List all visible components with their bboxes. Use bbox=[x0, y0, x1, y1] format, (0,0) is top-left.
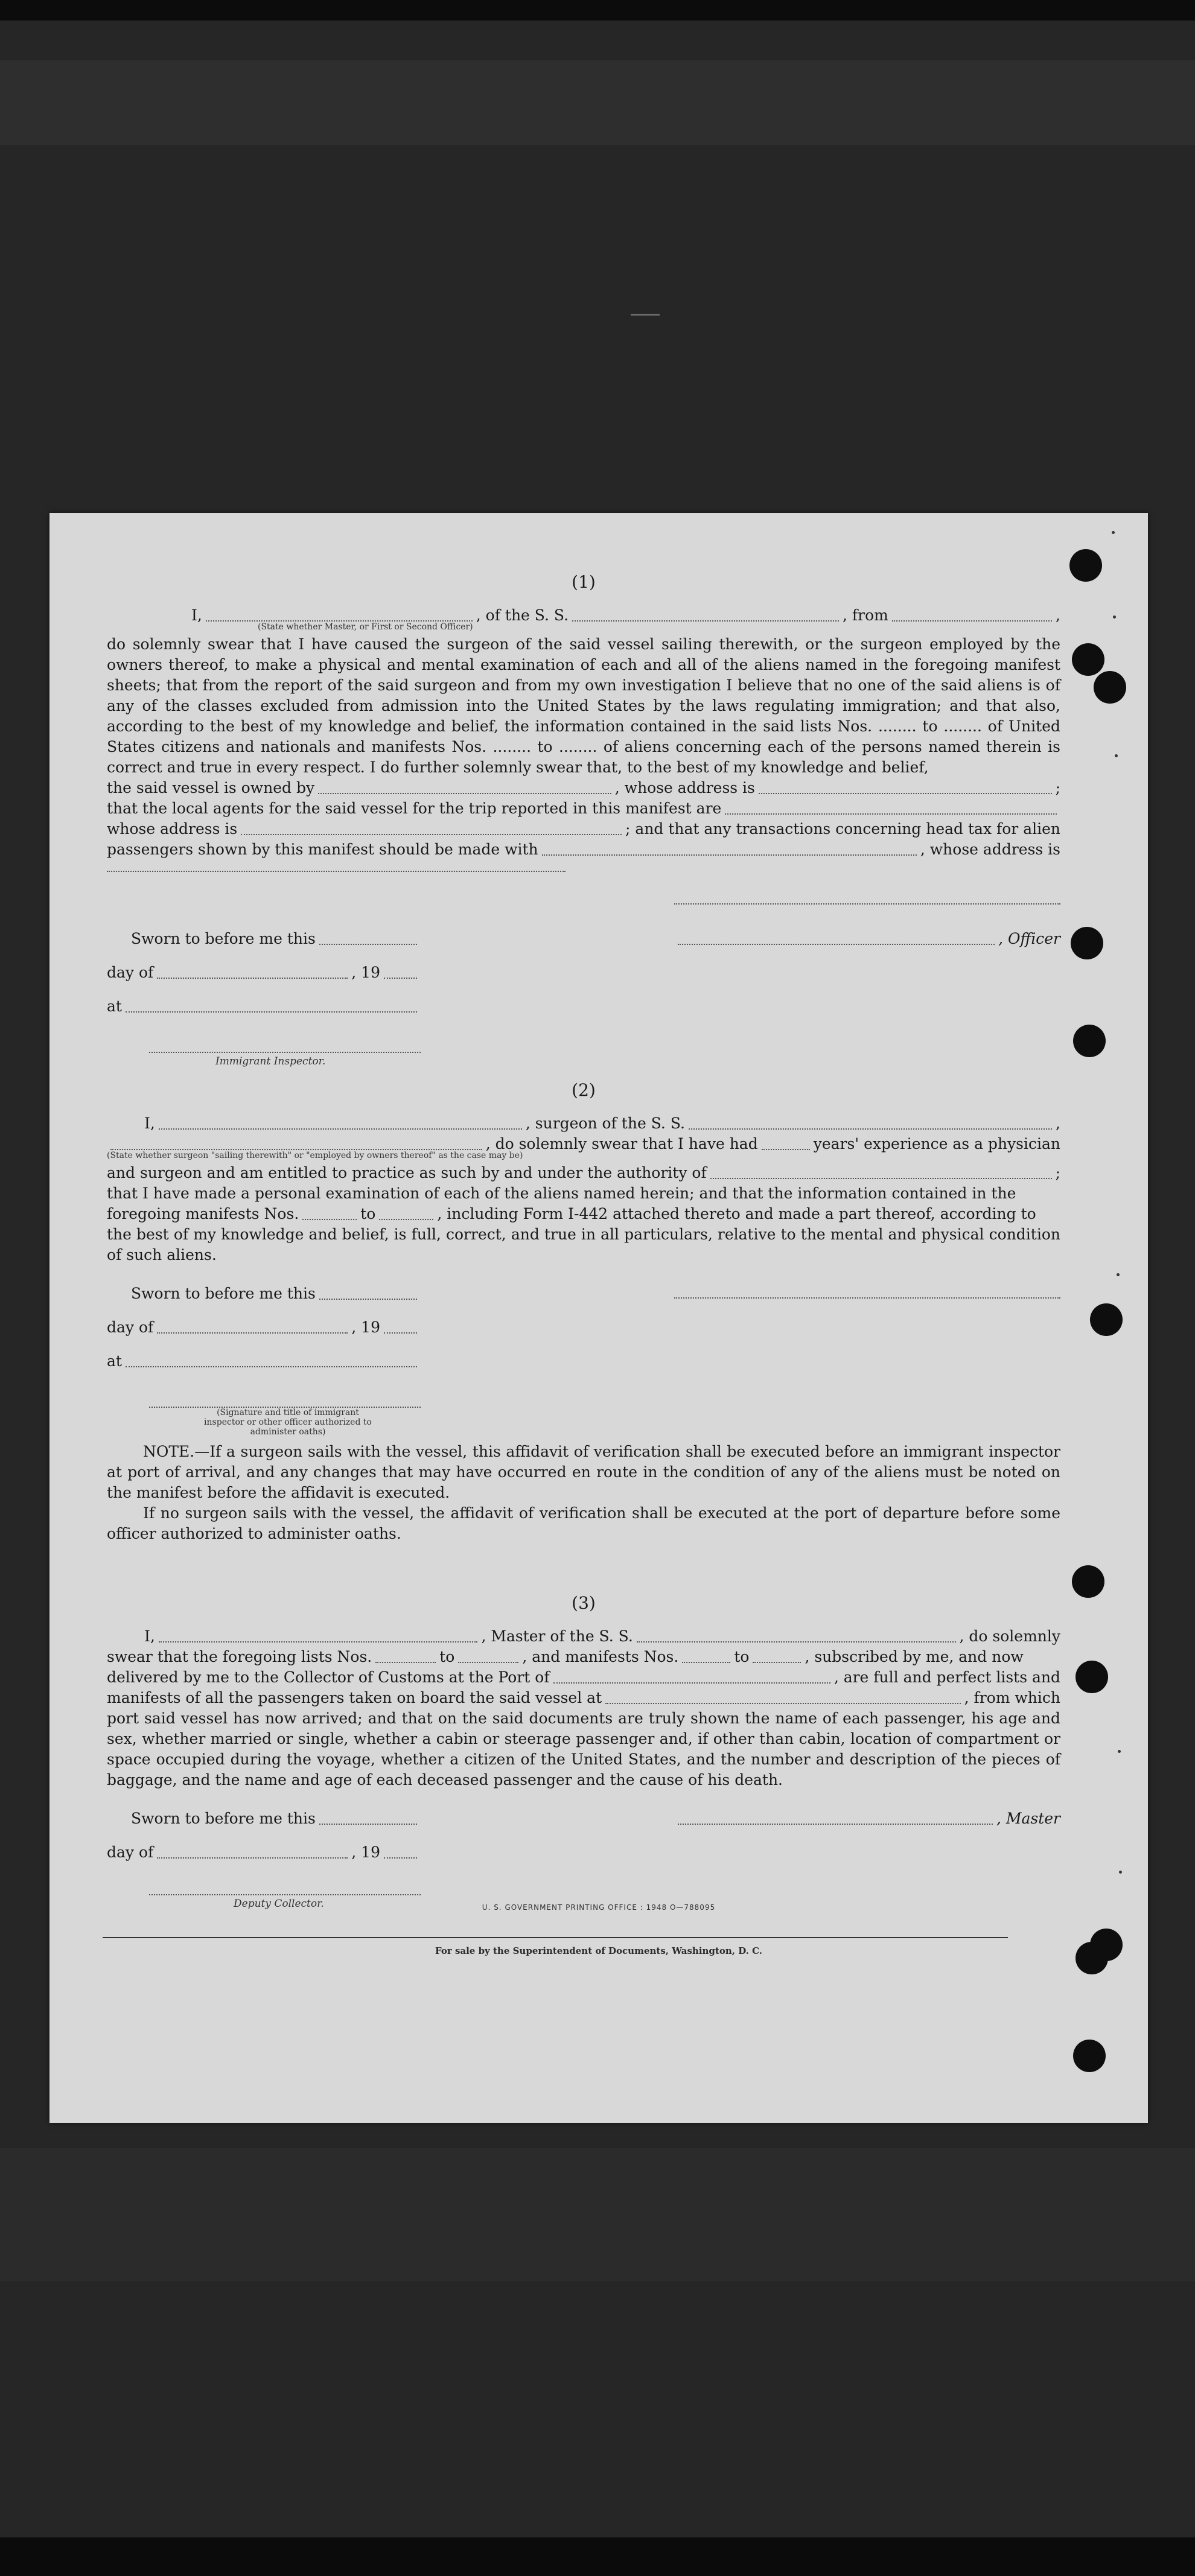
manifest-from-blank[interactable] bbox=[302, 1208, 357, 1220]
authority-line: and surgeon and am entitled to practice as such by and under the authority of ; bbox=[107, 1163, 1060, 1183]
label-taken-on-board: manifests of all the passengers taken on board the said vessel at bbox=[107, 1689, 602, 1706]
port-blank[interactable] bbox=[553, 1671, 830, 1684]
lists-to-blank[interactable] bbox=[458, 1651, 518, 1663]
punch-hole bbox=[1072, 643, 1104, 676]
years-blank[interactable] bbox=[762, 1138, 810, 1150]
speck bbox=[1118, 1750, 1121, 1753]
deputy-title: Deputy Collector. bbox=[234, 1898, 324, 1910]
surgeon-vessel-blank[interactable] bbox=[689, 1118, 1052, 1130]
vessel-blank[interactable] bbox=[572, 609, 839, 622]
inspector-title: Immigrant Inspector. bbox=[215, 1055, 326, 1067]
note-surgeon-sails: NOTE.—If a surgeon sails with the vessel, this affidavit of verification shall be executed before an immigrant inspector at port of arrival, and any changes that may have occurred en route in the condition of any of the aliens must be noted on the manifest before the affidavit is executed. bbox=[107, 1443, 1060, 1501]
agents-address-line bbox=[107, 819, 1060, 839]
label-day-of: day of bbox=[107, 964, 154, 981]
manifests-line bbox=[107, 1204, 1060, 1224]
surgeon-line: I, , surgeon of the S. S. , bbox=[107, 1113, 1060, 1134]
name-blank[interactable] bbox=[206, 609, 473, 622]
label-i: I, bbox=[191, 606, 202, 624]
owner-address-blank[interactable] bbox=[759, 782, 1052, 794]
passengers-line bbox=[107, 839, 1060, 860]
signature-line[interactable] bbox=[674, 890, 1060, 905]
punch-hole bbox=[1090, 1303, 1123, 1336]
master-line: I, , of the S. S. , from , bbox=[107, 605, 1060, 626]
sworn-day-blank[interactable] bbox=[319, 933, 417, 945]
place-blank[interactable] bbox=[126, 1000, 417, 1013]
lists-line bbox=[107, 1647, 1060, 1667]
collector-signature-line[interactable] bbox=[149, 1881, 421, 1895]
label-authority: and surgeon and am entitled to practice as such by and under the authority of bbox=[107, 1164, 707, 1181]
punch-hole bbox=[1076, 1661, 1108, 1693]
transactions-blank[interactable] bbox=[542, 844, 917, 856]
label-address: whose address is bbox=[107, 820, 238, 838]
sworn-day-blank[interactable] bbox=[319, 1813, 417, 1825]
section-number: (2) bbox=[572, 1080, 596, 1100]
agents-line bbox=[107, 798, 1060, 819]
label-sworn: Sworn to before me this bbox=[131, 1285, 316, 1302]
film-band bbox=[0, 60, 1195, 145]
place-blank[interactable] bbox=[126, 1355, 417, 1367]
owner-blank[interactable] bbox=[318, 782, 611, 794]
vessel-blank[interactable] bbox=[637, 1630, 956, 1643]
transactions-address-blank[interactable] bbox=[107, 860, 566, 872]
manifest-to-blank[interactable] bbox=[753, 1651, 801, 1663]
sworn-block bbox=[107, 890, 1060, 1067]
label-delivered: delivered by me to the Collector of Customs at the Port of bbox=[107, 1668, 550, 1686]
label-swear: , do solemnly swear that I have had bbox=[485, 1135, 758, 1153]
label-at: at bbox=[107, 1352, 122, 1370]
for-sale-notice: For sale by the Superintendent of Documents, Washington, D. C. bbox=[435, 1945, 763, 1956]
signature-note: (Signature and title of immigrant inspector or other officer authorized to administer oaths) bbox=[204, 1408, 372, 1437]
label-subscribed: , subscribed by me, and now bbox=[805, 1648, 1024, 1665]
surgeon-name-blank[interactable] bbox=[159, 1118, 522, 1130]
footer-rule bbox=[103, 1937, 1008, 1938]
surgeon-status-note: (State whether surgeon "sailing therewith" or "employed by owners thereof" as the case may be) bbox=[107, 1151, 523, 1160]
month-blank[interactable] bbox=[157, 1846, 348, 1859]
punch-hole bbox=[1094, 671, 1126, 704]
master-signature-blank[interactable] bbox=[678, 1813, 993, 1825]
examination-text: that I have made a personal examination of each of the aliens named herein; and that the information contained in the bbox=[107, 1185, 1016, 1202]
affidavit-delivery-section bbox=[107, 1593, 1060, 1910]
label-to: to bbox=[360, 1205, 376, 1223]
label-day-of: day of bbox=[107, 1318, 154, 1336]
label-sworn: Sworn to before me this bbox=[131, 930, 316, 947]
boarding-port-blank[interactable] bbox=[605, 1692, 960, 1704]
speck bbox=[1112, 531, 1115, 534]
sworn-block bbox=[107, 1283, 1060, 1437]
label-lists: swear that the foregoing lists Nos. bbox=[107, 1648, 372, 1665]
documents-text: port said vessel has now arrived; and that on the said documents are truly shown the name of each passenger, his age and sex, whether married or single, whether a cabin or steerage passenger and, if other than cabin, location of compartment or space occupied during the voyage, whether a citizen of the United States, and the number and description of the pieces of baggage, and the name and age of each deceased passenger and the cause of his death. bbox=[107, 1709, 1060, 1789]
label-address: , whose address is bbox=[920, 841, 1060, 858]
lists-from-blank[interactable] bbox=[375, 1651, 436, 1663]
label-year: , 19 bbox=[351, 1318, 380, 1336]
label-year: , 19 bbox=[351, 964, 380, 981]
section-number: (1) bbox=[572, 572, 596, 592]
speck bbox=[1117, 1273, 1120, 1276]
year-blank[interactable] bbox=[384, 1846, 417, 1859]
label-passengers: passengers shown by this manifest should be made with bbox=[107, 841, 538, 858]
label-at: at bbox=[107, 997, 122, 1015]
boarding-line bbox=[107, 1688, 1060, 1708]
bottom-film-edge bbox=[0, 2537, 1195, 2576]
label-agents: that the local agents for the said vessel for the trip reported in this manifest are bbox=[107, 800, 722, 817]
film-mark bbox=[631, 314, 660, 316]
label-year: , 19 bbox=[351, 1843, 380, 1861]
speck bbox=[1113, 615, 1116, 619]
year-blank[interactable] bbox=[384, 1321, 417, 1334]
section-number: (3) bbox=[572, 1593, 596, 1613]
punch-hole bbox=[1073, 1025, 1106, 1057]
punch-hole bbox=[1073, 2040, 1106, 2072]
inspector-signature-line[interactable] bbox=[149, 1393, 421, 1408]
speck bbox=[1115, 754, 1118, 757]
label-of-ss: , of the S. S. bbox=[476, 606, 569, 624]
rank-note: (State whether Master, or First or Second Officer) bbox=[258, 622, 473, 632]
month-blank[interactable] bbox=[157, 967, 348, 979]
printing-office-imprint: U. S. GOVERNMENT PRINTING OFFICE : 1948 O—788095 bbox=[482, 1903, 716, 1912]
officer-title: , Officer bbox=[998, 930, 1060, 947]
label-address: , whose address is bbox=[614, 779, 755, 797]
sworn-day-blank[interactable] bbox=[319, 1288, 417, 1300]
label-experience: years' experience as a physician bbox=[813, 1135, 1060, 1153]
port-line bbox=[107, 1667, 1060, 1688]
month-blank[interactable] bbox=[157, 1321, 348, 1334]
inspector-signature-line[interactable] bbox=[149, 1038, 421, 1053]
label-master-of: , Master of the S. S. bbox=[481, 1627, 633, 1645]
label-manifests: , and manifests Nos. bbox=[522, 1648, 679, 1665]
label-to: to bbox=[439, 1648, 455, 1665]
surgeon-signature-line[interactable] bbox=[674, 1284, 1060, 1299]
label-head-tax: ; and that any transactions concerning head tax for alien bbox=[625, 820, 1060, 838]
from-blank[interactable] bbox=[892, 609, 1052, 622]
note-no-surgeon: If no surgeon sails with the vessel, the affidavit of verification shall be executed at the port of departure before some officer authorized to administer oaths. bbox=[107, 1504, 1060, 1542]
master-title: , Master bbox=[996, 1810, 1060, 1827]
year-blank[interactable] bbox=[384, 967, 417, 979]
correctness-text: the best of my knowledge and belief, is full, correct, and true in all particulars, relative to the mental and physical condition of such aliens. bbox=[107, 1226, 1060, 1264]
manifest-to-blank[interactable] bbox=[379, 1208, 433, 1220]
label-day-of: day of bbox=[107, 1843, 154, 1861]
label-i: I, bbox=[144, 1115, 155, 1132]
officer-signature-blank[interactable] bbox=[678, 933, 995, 945]
affidavit-master-section bbox=[107, 572, 1060, 1067]
punch-hole bbox=[1071, 927, 1103, 959]
master-line bbox=[107, 1626, 1060, 1647]
label-to: to bbox=[734, 1648, 750, 1665]
label-solemnly: , do solemnly bbox=[959, 1627, 1060, 1645]
punch-hole bbox=[1072, 1565, 1104, 1598]
manifest-affidavit-sheet bbox=[49, 513, 1148, 2123]
owner-line: the said vessel is owned by , whose address is ; bbox=[107, 778, 1060, 798]
affidavit-surgeon-section bbox=[107, 1080, 1060, 1544]
label-surgeon-of: , surgeon of the S. S. bbox=[525, 1115, 685, 1132]
surgeon-status-blank[interactable] bbox=[110, 1138, 482, 1150]
master-name-blank[interactable] bbox=[159, 1630, 478, 1643]
punch-hole bbox=[1069, 549, 1102, 582]
label-owned-by: the said vessel is owned by bbox=[107, 779, 315, 797]
film-band bbox=[0, 2148, 1195, 2281]
top-film-edge bbox=[0, 0, 1195, 21]
label-form: , including Form I-442 attached thereto and made a part thereof, according to bbox=[437, 1205, 1036, 1223]
label-i: I, bbox=[144, 1627, 155, 1645]
label-from: , from bbox=[843, 606, 888, 624]
label-full-lists: , are full and perfect lists and bbox=[833, 1668, 1060, 1686]
agents-blank[interactable] bbox=[725, 803, 1057, 815]
authority-blank[interactable] bbox=[710, 1167, 1052, 1179]
label-manifests: foregoing manifests Nos. bbox=[107, 1205, 299, 1223]
oath-text: do solemnly swear that I have caused the surgeon of the said vessel sailing therewith, or the surgeon employed by the owners thereof, to make a physical and mental examination of each and all of the aliens named in the foregoing manifest sheets; that from the report of the said surgeon and from my own investigation I believe that no one of the said aliens is of any of the classes excluded from admission into the United States by the laws regulating immigration; and that also, according to the best of my knowledge and belief, the information contained in the said lists Nos. ........ to ........ of United States citizens and nationals and manifests Nos. ........ to ........ of aliens concerning each of the persons named therein is correct and true in every respect. I do further solemnly swear that, to the best of my knowledge and belief, bbox=[107, 635, 1060, 776]
manifest-from-blank[interactable] bbox=[682, 1651, 730, 1663]
label-sworn: Sworn to before me this bbox=[131, 1810, 316, 1827]
label-from-which: , from which bbox=[964, 1689, 1060, 1706]
speck bbox=[1119, 1871, 1122, 1874]
sworn-block bbox=[107, 1808, 1060, 1910]
agents-address-blank[interactable] bbox=[241, 823, 622, 835]
